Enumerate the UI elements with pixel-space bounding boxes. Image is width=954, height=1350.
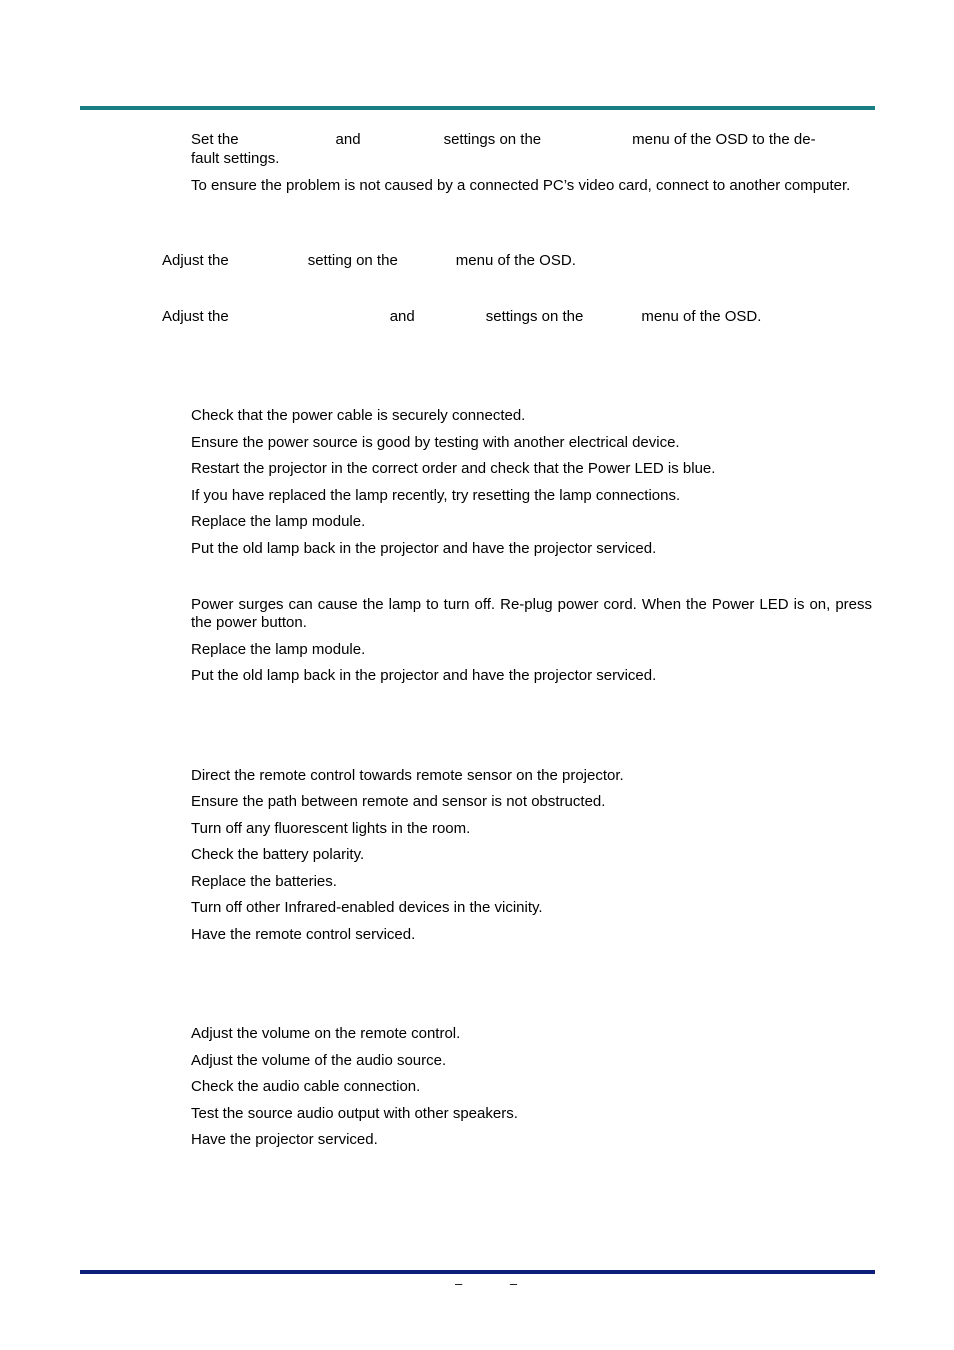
list-item: Have the remote control serviced. — [191, 926, 416, 943]
video-card-tip: To ensure the problem is not caused by a connected PC’s video card, connect to another computer. — [191, 177, 851, 194]
list-item: Ensure the path between remote and sensor is not obstructed. — [191, 793, 606, 810]
text-fragment: settings on the — [443, 131, 542, 148]
text-fragment: Adjust the — [162, 308, 229, 325]
adjust-settings-line — [162, 308, 761, 326]
list-item: Check the audio cable connection. — [191, 1078, 421, 1095]
list-item: Check the battery polarity. — [191, 846, 365, 863]
list-item: Replace the lamp module. — [191, 641, 366, 658]
text-fragment: setting on the — [307, 252, 398, 269]
list-item: Check that the power cable is securely connected. — [191, 407, 526, 424]
list-item: Adjust the volume on the remote control. — [191, 1025, 461, 1042]
list-item: Have the projector serviced. — [191, 1131, 378, 1148]
text-fragment: and — [335, 131, 361, 148]
page-number: – – — [455, 1276, 540, 1291]
list-item: If you have replaced the lamp recently, try resetting the lamp connections. — [191, 487, 681, 504]
footer-rule — [80, 1270, 875, 1274]
list-item: Turn off other Infrared-enabled devices in the vicinity. — [191, 899, 543, 916]
adjust-setting-line — [162, 252, 576, 270]
list-item: Restart the projector in the correct order and check that the Power LED is blue. — [191, 460, 716, 477]
text-fragment: menu of the OSD. — [641, 308, 762, 325]
list-item: Direct the remote control towards remote sensor on the projector. — [191, 767, 624, 784]
list-item: Turn off any fluorescent lights in the room. — [191, 820, 471, 837]
list-item: Adjust the volume of the audio source. — [191, 1052, 447, 1069]
text-fragment: settings on the — [485, 308, 584, 325]
list-item: Ensure the power source is good by testing with another electrical device. — [191, 434, 680, 451]
list-item: Replace the lamp module. — [191, 513, 366, 530]
list-item: Put the old lamp back in the projector and have the projector serviced. — [191, 540, 657, 557]
text-fragment: Set the — [191, 131, 239, 148]
header-rule — [80, 106, 875, 110]
list-item: Replace the batteries. — [191, 873, 337, 890]
list-item: Power surges can cause the lamp to turn off. Re-plug power cord. When the Power LED is on, press the power button. — [191, 596, 872, 631]
list-item: Put the old lamp back in the projector and have the projector serviced. — [191, 667, 657, 684]
osd-default-settings-continuation: fault settings. — [191, 150, 280, 167]
list-item: Test the source audio output with other speakers. — [191, 1105, 518, 1122]
osd-default-settings-line — [191, 131, 816, 149]
text-fragment: menu of the OSD. — [455, 252, 576, 269]
text-fragment: and — [389, 308, 415, 325]
text-fragment: Adjust the — [162, 252, 229, 269]
text-fragment: menu of the OSD to the de- — [632, 131, 816, 148]
